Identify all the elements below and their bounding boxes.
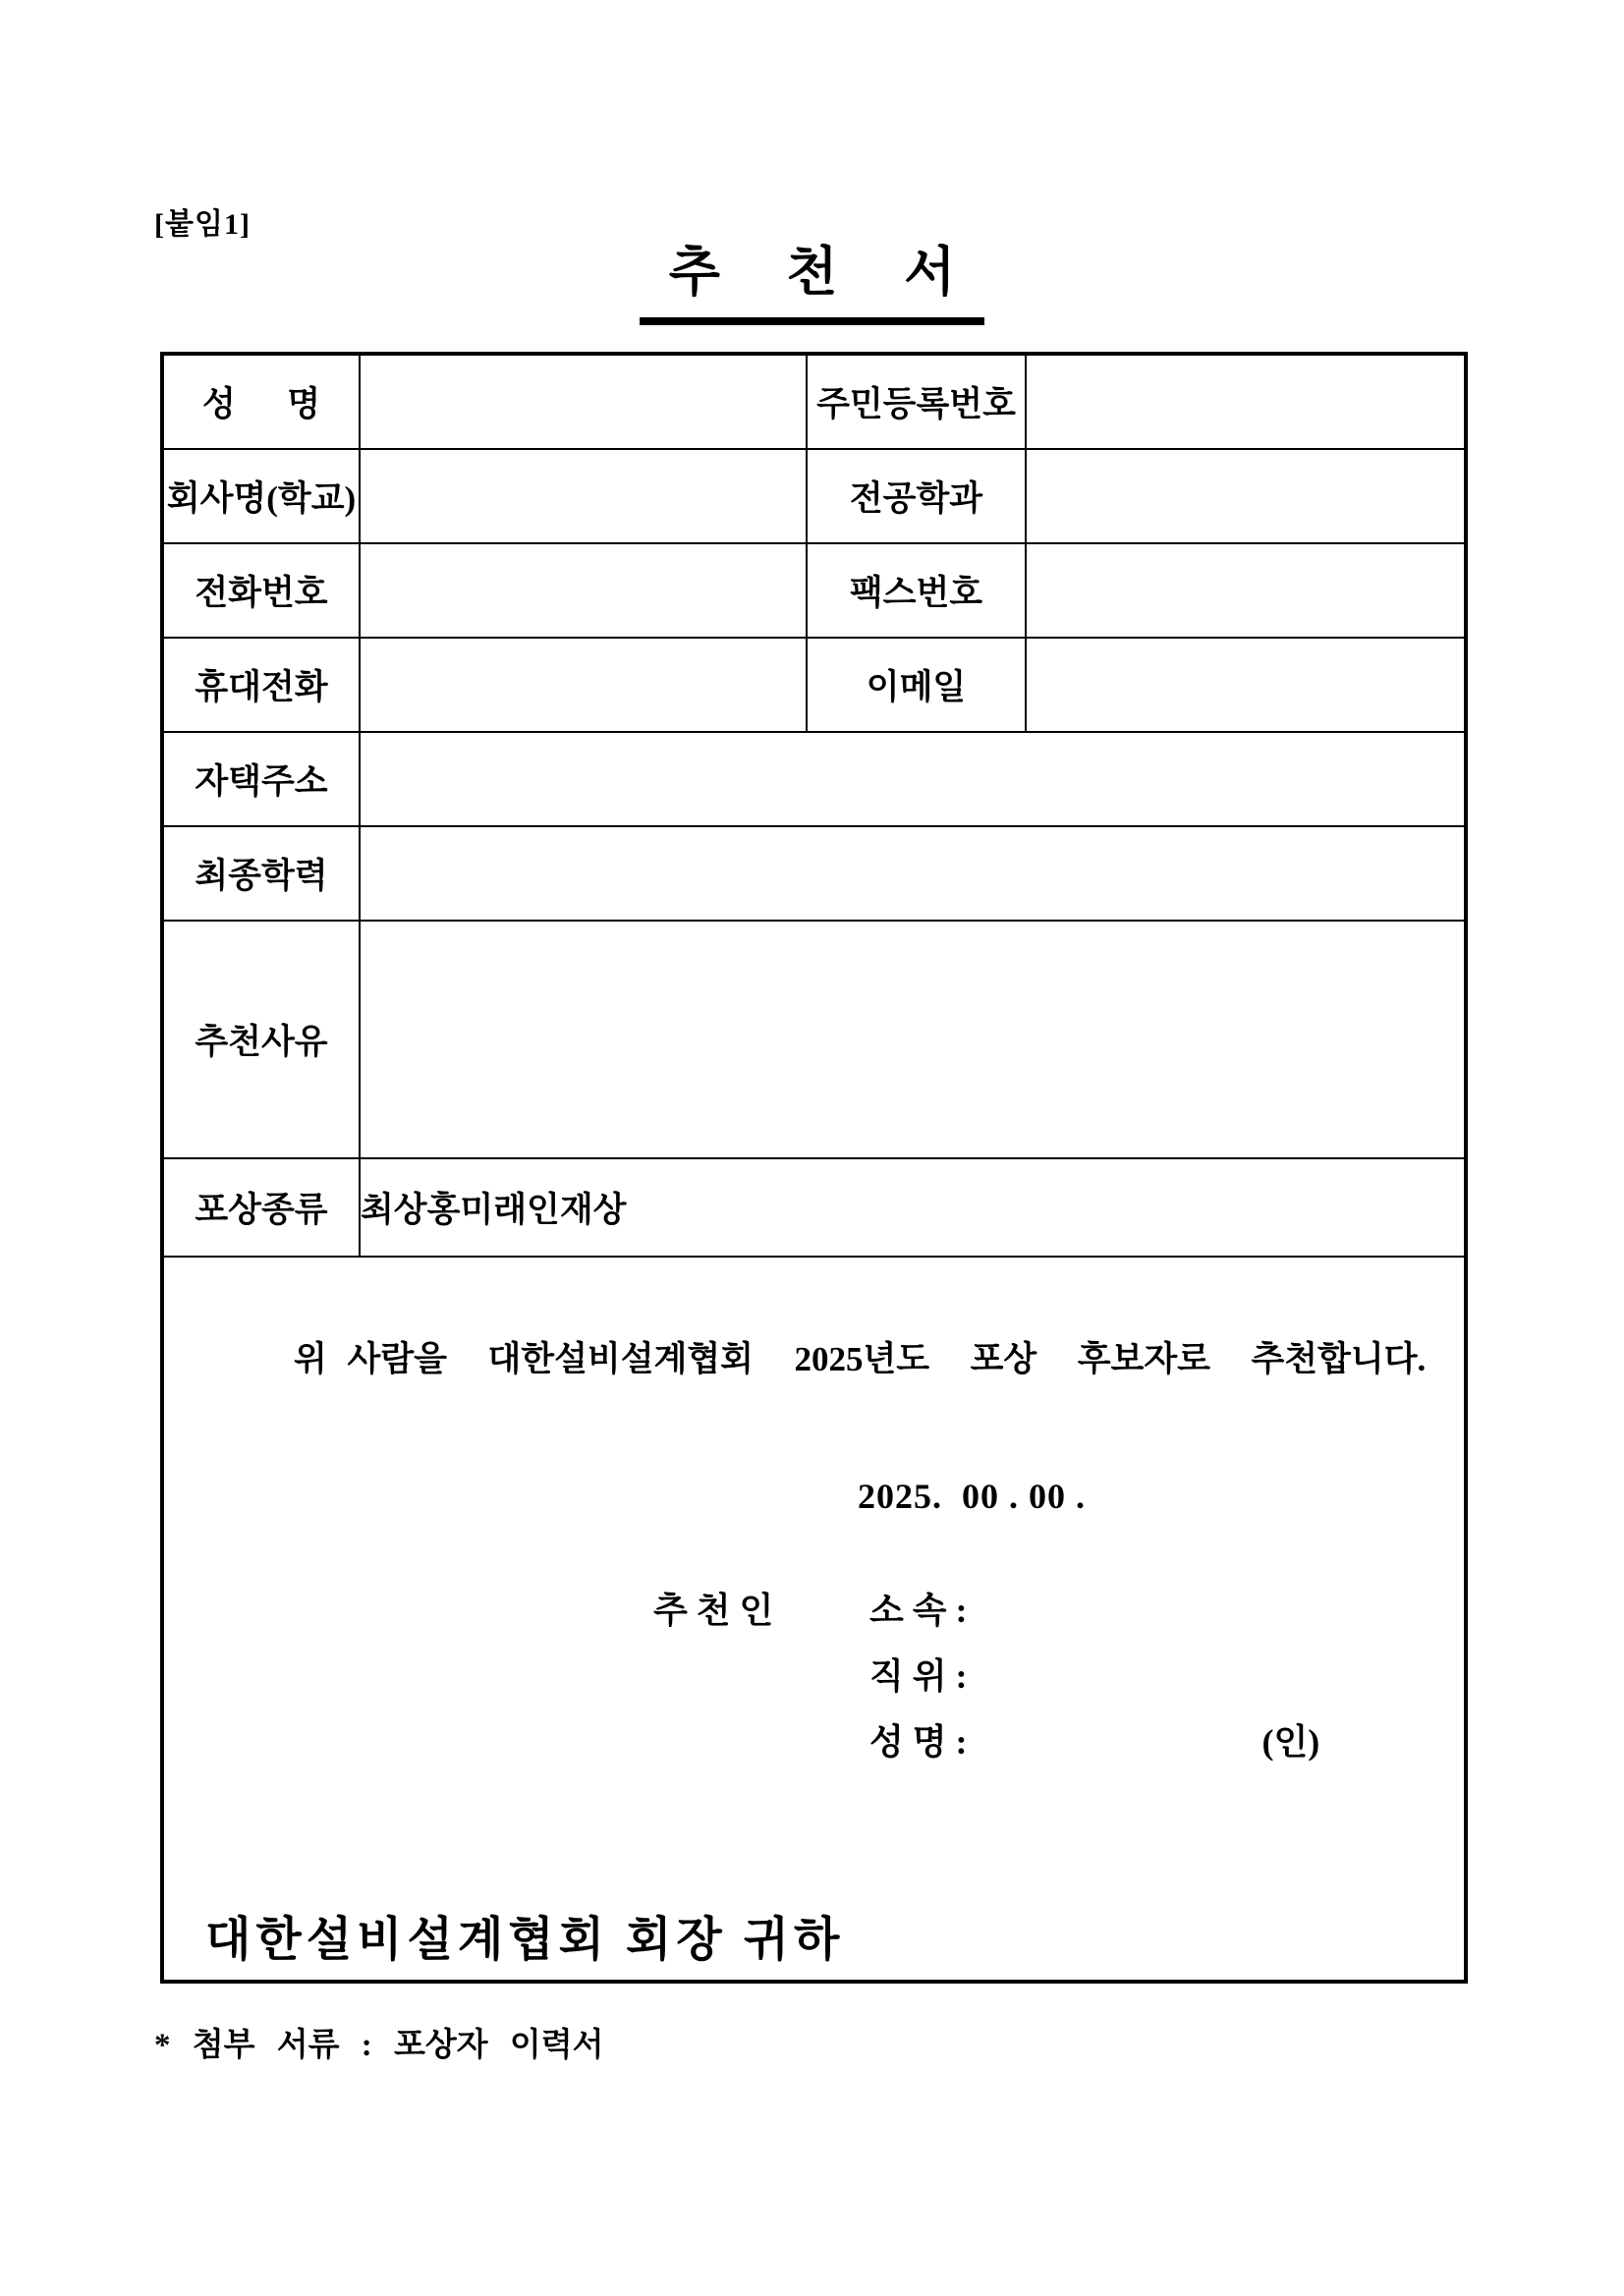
table-row-education xyxy=(162,826,1466,921)
field-label-resident-id: 주민등록번호 xyxy=(807,354,1026,449)
field-label-major: 전공학과 xyxy=(807,449,1026,543)
signature-fields xyxy=(869,1586,1319,1783)
field-value-education xyxy=(360,826,1466,921)
field-value-resident-id xyxy=(1026,354,1466,449)
table-row-phone xyxy=(162,543,1466,638)
statement-cell xyxy=(162,1257,1466,1982)
table-row-award-type xyxy=(162,1158,1466,1257)
title-row xyxy=(0,230,1624,325)
table-row-company xyxy=(162,449,1466,543)
field-value-home-address xyxy=(360,732,1466,826)
field-label-mobile: 휴대전화 xyxy=(162,638,360,732)
addressee-line: 대한설비설계협회 회장 귀하 xyxy=(205,1913,845,1966)
field-value-email xyxy=(1026,638,1466,732)
field-label-phone: 전화번호 xyxy=(162,543,360,638)
signer-name-label: 성 명 : xyxy=(869,1721,968,1762)
statement-body: 위 사람을 대한설비설계협회 2025년도 포상 후보자로 추천합니다. xyxy=(294,1339,1427,1378)
field-value-phone xyxy=(360,543,807,638)
recommendation-form-table xyxy=(160,352,1468,1984)
field-label-home-address: 자택주소 xyxy=(162,732,360,826)
signature-line-name xyxy=(869,1717,1319,1766)
field-label-email: 이메일 xyxy=(807,638,1026,732)
field-value-award-type: 최상홍미래인재상 xyxy=(360,1158,1466,1257)
statement-date: 2025. 00 . 00 . xyxy=(858,1476,1086,1516)
field-label-name: 성 명 xyxy=(162,354,360,449)
table-row-mobile xyxy=(162,638,1466,732)
attachment-tag: [붙임1] xyxy=(154,208,251,241)
field-value-reason xyxy=(360,921,1466,1158)
field-label-company: 회사명(학교) xyxy=(162,449,360,543)
table-row-statement xyxy=(162,1257,1466,1982)
field-value-fax xyxy=(1026,543,1466,638)
field-value-mobile xyxy=(360,638,807,732)
recommender-label: 추 천 인 xyxy=(653,1590,774,1630)
signature-line-affiliation xyxy=(869,1586,1319,1635)
signature-line-position xyxy=(869,1652,1319,1701)
position-label: 직 위 : xyxy=(869,1655,968,1696)
signature-block xyxy=(653,1586,1464,1783)
field-label-education: 최종학력 xyxy=(162,826,360,921)
table-row-name xyxy=(162,354,1466,449)
table-row-home-address xyxy=(162,732,1466,826)
table-row-reason xyxy=(162,921,1466,1158)
field-label-reason: 추천사유 xyxy=(162,921,360,1158)
seal-mark: (인) xyxy=(1261,1721,1320,1762)
field-value-name xyxy=(360,354,807,449)
attachment-note: * 첨부 서류 : 포상자 이력서 xyxy=(154,2028,604,2063)
affiliation-label: 소 속 : xyxy=(869,1590,968,1630)
field-value-major xyxy=(1026,449,1466,543)
page-title: 추 천 서 xyxy=(640,230,985,325)
field-label-award-type: 포상종류 xyxy=(162,1158,360,1257)
field-value-company xyxy=(360,449,807,543)
field-label-fax: 팩스번호 xyxy=(807,543,1026,638)
